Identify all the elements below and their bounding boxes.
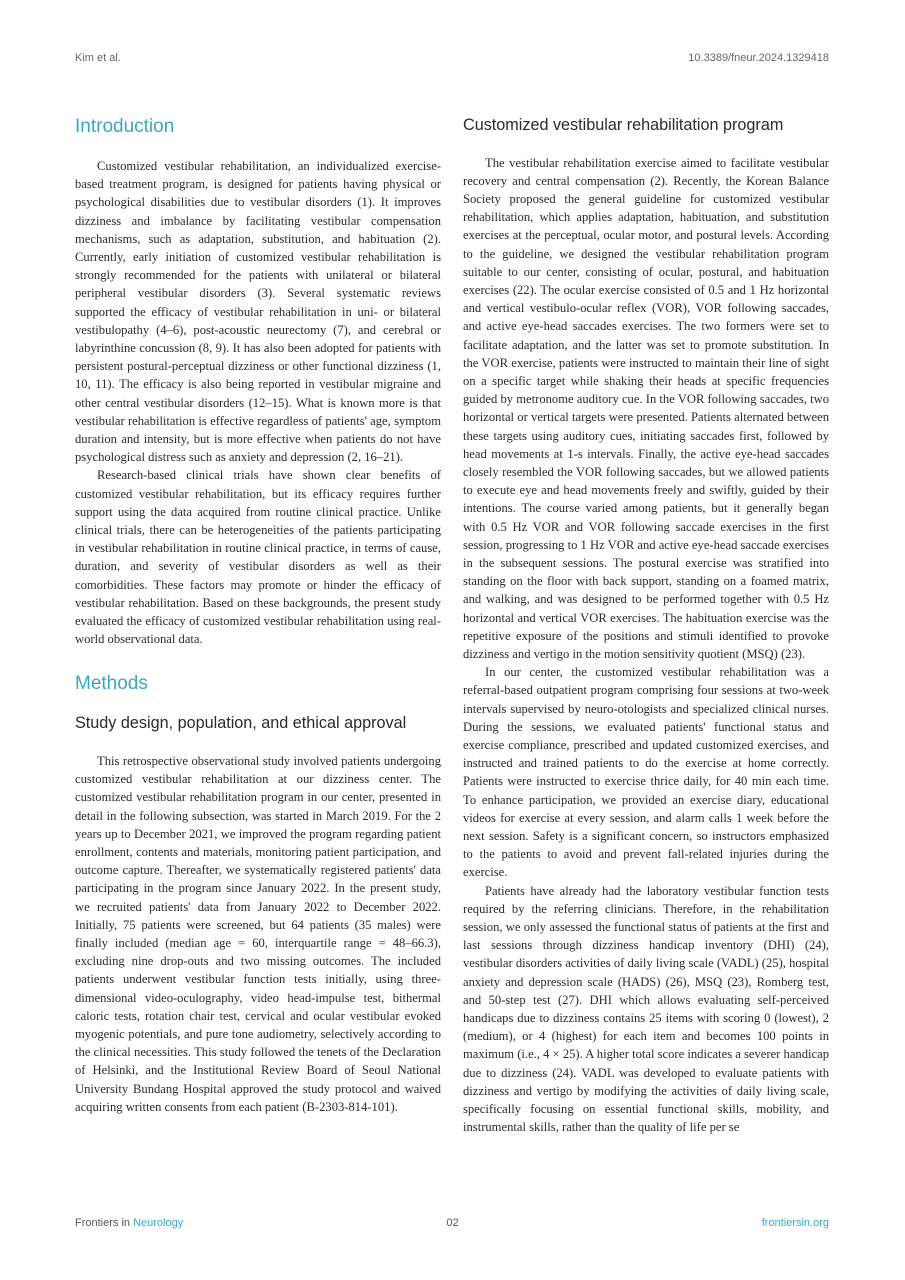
program-paragraph-3: Patients have already had the laboratory vestibular function tests required by the referring clinicians. Therefore, in the rehabilitation session, we only assessed the functional status of patients at the first and last sessions through dizziness handicap inventory (DHI) (24), vestibular disorders activities of daily living scale (VADL) (25), hospital anxiety and depression scale (HADS) (26), MSQ (23), Romberg test, and 50-step test (27). DHI which allows evaluating self-perceived handicaps due to dizziness contains 25 items with scoring 0 (lowest), 2 (medium), or 4 (highest) for each item and becomes 100 points in maximum (i.e., 4 × 25). A higher total score indicates a severer handicap due to dizziness (24). VADL was developed to evaluate patients with dizziness and vertigo by modifying the activities of daily living scale, specifically focusing on essential functional skills, mobility, and instrumental skills, rather than the quality of life per se (463, 883, 829, 1135)
running-header-authors: Kim et al. (75, 52, 121, 64)
study-design-heading: Study design, population, and ethical approval (75, 714, 407, 733)
program-paragraph-1: The vestibular rehabilitation exercise aimed to facilitate vestibular recovery and central compensation (2). Recently, the Korean Balance Society proposed the general guideline for customized vestibular rehabilitation, which applies adaptation, habituation, and substitution exercises at the perceptual, ocular motor, and postural levels. According to the guideline, we designed the vestibular rehabilitation program suitable to our center, consisting of ocular, postural, and habituation exercises (22). The ocular exercise consisted of 0.5 and 1 Hz horizontal and vertical vestibulo-ocular reflex (VOR), VOR following saccades, and active eye-head saccades exercises. The two formers were set to facilitate adaptation, and the latter was set to promote substitution. In the VOR exercise, patients were instructed to maintain their line of sight on a specific target while shaking their heads at specific frequencies guided by metronome auditory cue. In the VOR following saccades, two horizontal or vertical targets were presented. Patients alternated between these targets using auditory cues, initiating saccades first, followed by head movements at 1-s intervals. Finally, the active eye-head saccades closely resembled the VOR following saccades, but we allowed patients to execute eye and head movements freely and swiftly, guided by their intentions. The course varied among patients, but it generally began with 0.5 Hz VOR and VOR following saccade exercises in the first session, progressing to 1 Hz VOR and active eye-head saccade exercises in the subsequent sessions. The postural exercise was stratified into standing on the floor with back support, standing on a foamed matrix, and walking, and was designed to be performed together with 0.5 Hz horizontal and vertical VOR exercises. The habituation exercise was the repetitive exposure of the positions and stimuli identified to provoke dizziness and vertigo in the motion sensitivity quotient (MSQ) (23). (463, 155, 829, 661)
program-paragraph-2: In our center, the customized vestibular rehabilitation was a referral-based outpatient program comprising four sessions at two-week intervals supervised by neuro-otologists and specialized clinical nurses. During the sessions, we evaluated patients' functional status and exercise compliance, prescribed and updated customized exercises, and instructed and trained patients to do the exercise at home correctly. Patients were instructed to exercise thrice daily, for 40 min each time. To enhance participation, we provided an exercise diary, educational videos for exercise at every session, and alarm calls 1 week before the next session. Safety is a significant concern, so instructors emphasized to the patients to avoid and prevent fall-related injuries during the exercise. (463, 665, 829, 880)
intro-paragraph-1: Customized vestibular rehabilitation, an individualized exercise-based treatment program, is designed for patients having physical or psychological disabilities due to vestibular disorders (1). It improves dizziness and imbalance by facilitating vestibular compensation mechanisms, such as adaptation, substitution, and habituation (2). Currently, early initiation of customized vestibular rehabilitation is strongly recommended for the patients with unilateral or bilateral peripheral vestibular disorders (3). Several systematic reviews supported the efficacy of vestibular rehabilitation in uni- or bilateral vestibulopathy (4–6), post-acoustic neurectomy (7), and cerebral or labyrinthine concussion (8, 9). It has also been adopted for patients with persistent postural-perceptual dizziness or other functional dizziness (1, 10, 11). The efficacy is also being reported in vestibular migraine and other central vestibular disorders (12–15). What is known more is that vestibular rehabilitation is effective regardless of patients' age, symptom duration and intensity, but is more effective when patients do not have psychological distress such as anxiety and depression (2, 16–21). (75, 159, 441, 465)
journal-prefix: Frontiers in (75, 1217, 131, 1229)
section-spacer (75, 648, 441, 673)
introduction-heading: Introduction (75, 116, 175, 137)
page-number: 02 (446, 1217, 459, 1229)
running-header-doi[interactable]: 10.3389/fneur.2024.1329418 (688, 52, 829, 64)
right-column (463, 116, 829, 1136)
intro-paragraph-2: Research-based clinical trials have shown clear benefits of customized vestibular rehabilitation, but its efficacy requires further support using the data acquired from routine clinical practice. Unlike clinical trials, there can be heterogeneities of the patients participating in vestibular rehabilitation in routine clinical practice, in terms of cause, duration, and severity of vestibular disorders as well as their comorbidities. These factors may promote or hinder the efficacy of vestibular rehabilitation. Based on these backgrounds, the present study evaluated the efficacy of customized vestibular rehabilitation using real-world observational data. (75, 468, 441, 647)
left-column (75, 116, 441, 1116)
site-link[interactable]: frontiersin.org (761, 1217, 829, 1229)
methods-heading: Methods (75, 673, 148, 695)
study-design-paragraph: This retrospective observational study involved patients undergoing customized vestibular rehabilitation at our dizziness center. The customized vestibular rehabilitation program in our center, presented in detail in the following subsection, was started in March 2019. For the 2 years up to December 2021, we improved the program regarding patient enrollment, contents and materials, monitoring patient participation, and outcome capture. Thereafter, we systematically registered patients' data participating in the program since January 2022. In the present study, we recruited patients' data from January 2022 to December 2022. Initially, 75 patients were screened, but 64 patients (35 males) were finally included (median age = 60, interquartile range = 48–66.3), excluding nine drop-outs and two missing outcomes. The included patients underwent vestibular function tests initially, using three-dimensional video-oculography, video head-impulse test, bithermal caloric tests, rotation chair test, cervical and ocular vestibular evoked myogenic potentials, and pure tone audiometry, selectively according to the clinical necessities. This study followed the tenets of the Declaration of Helsinki, and the Institutional Review Board of Seoul National University Bundang Hospital approved the study protocol and waived acquiring written consents from each patient (B-2303-814-101). (75, 753, 441, 1114)
program-heading: Customized vestibular rehabilitation program (463, 116, 784, 134)
journal-name-link[interactable]: Neurology (133, 1217, 184, 1229)
